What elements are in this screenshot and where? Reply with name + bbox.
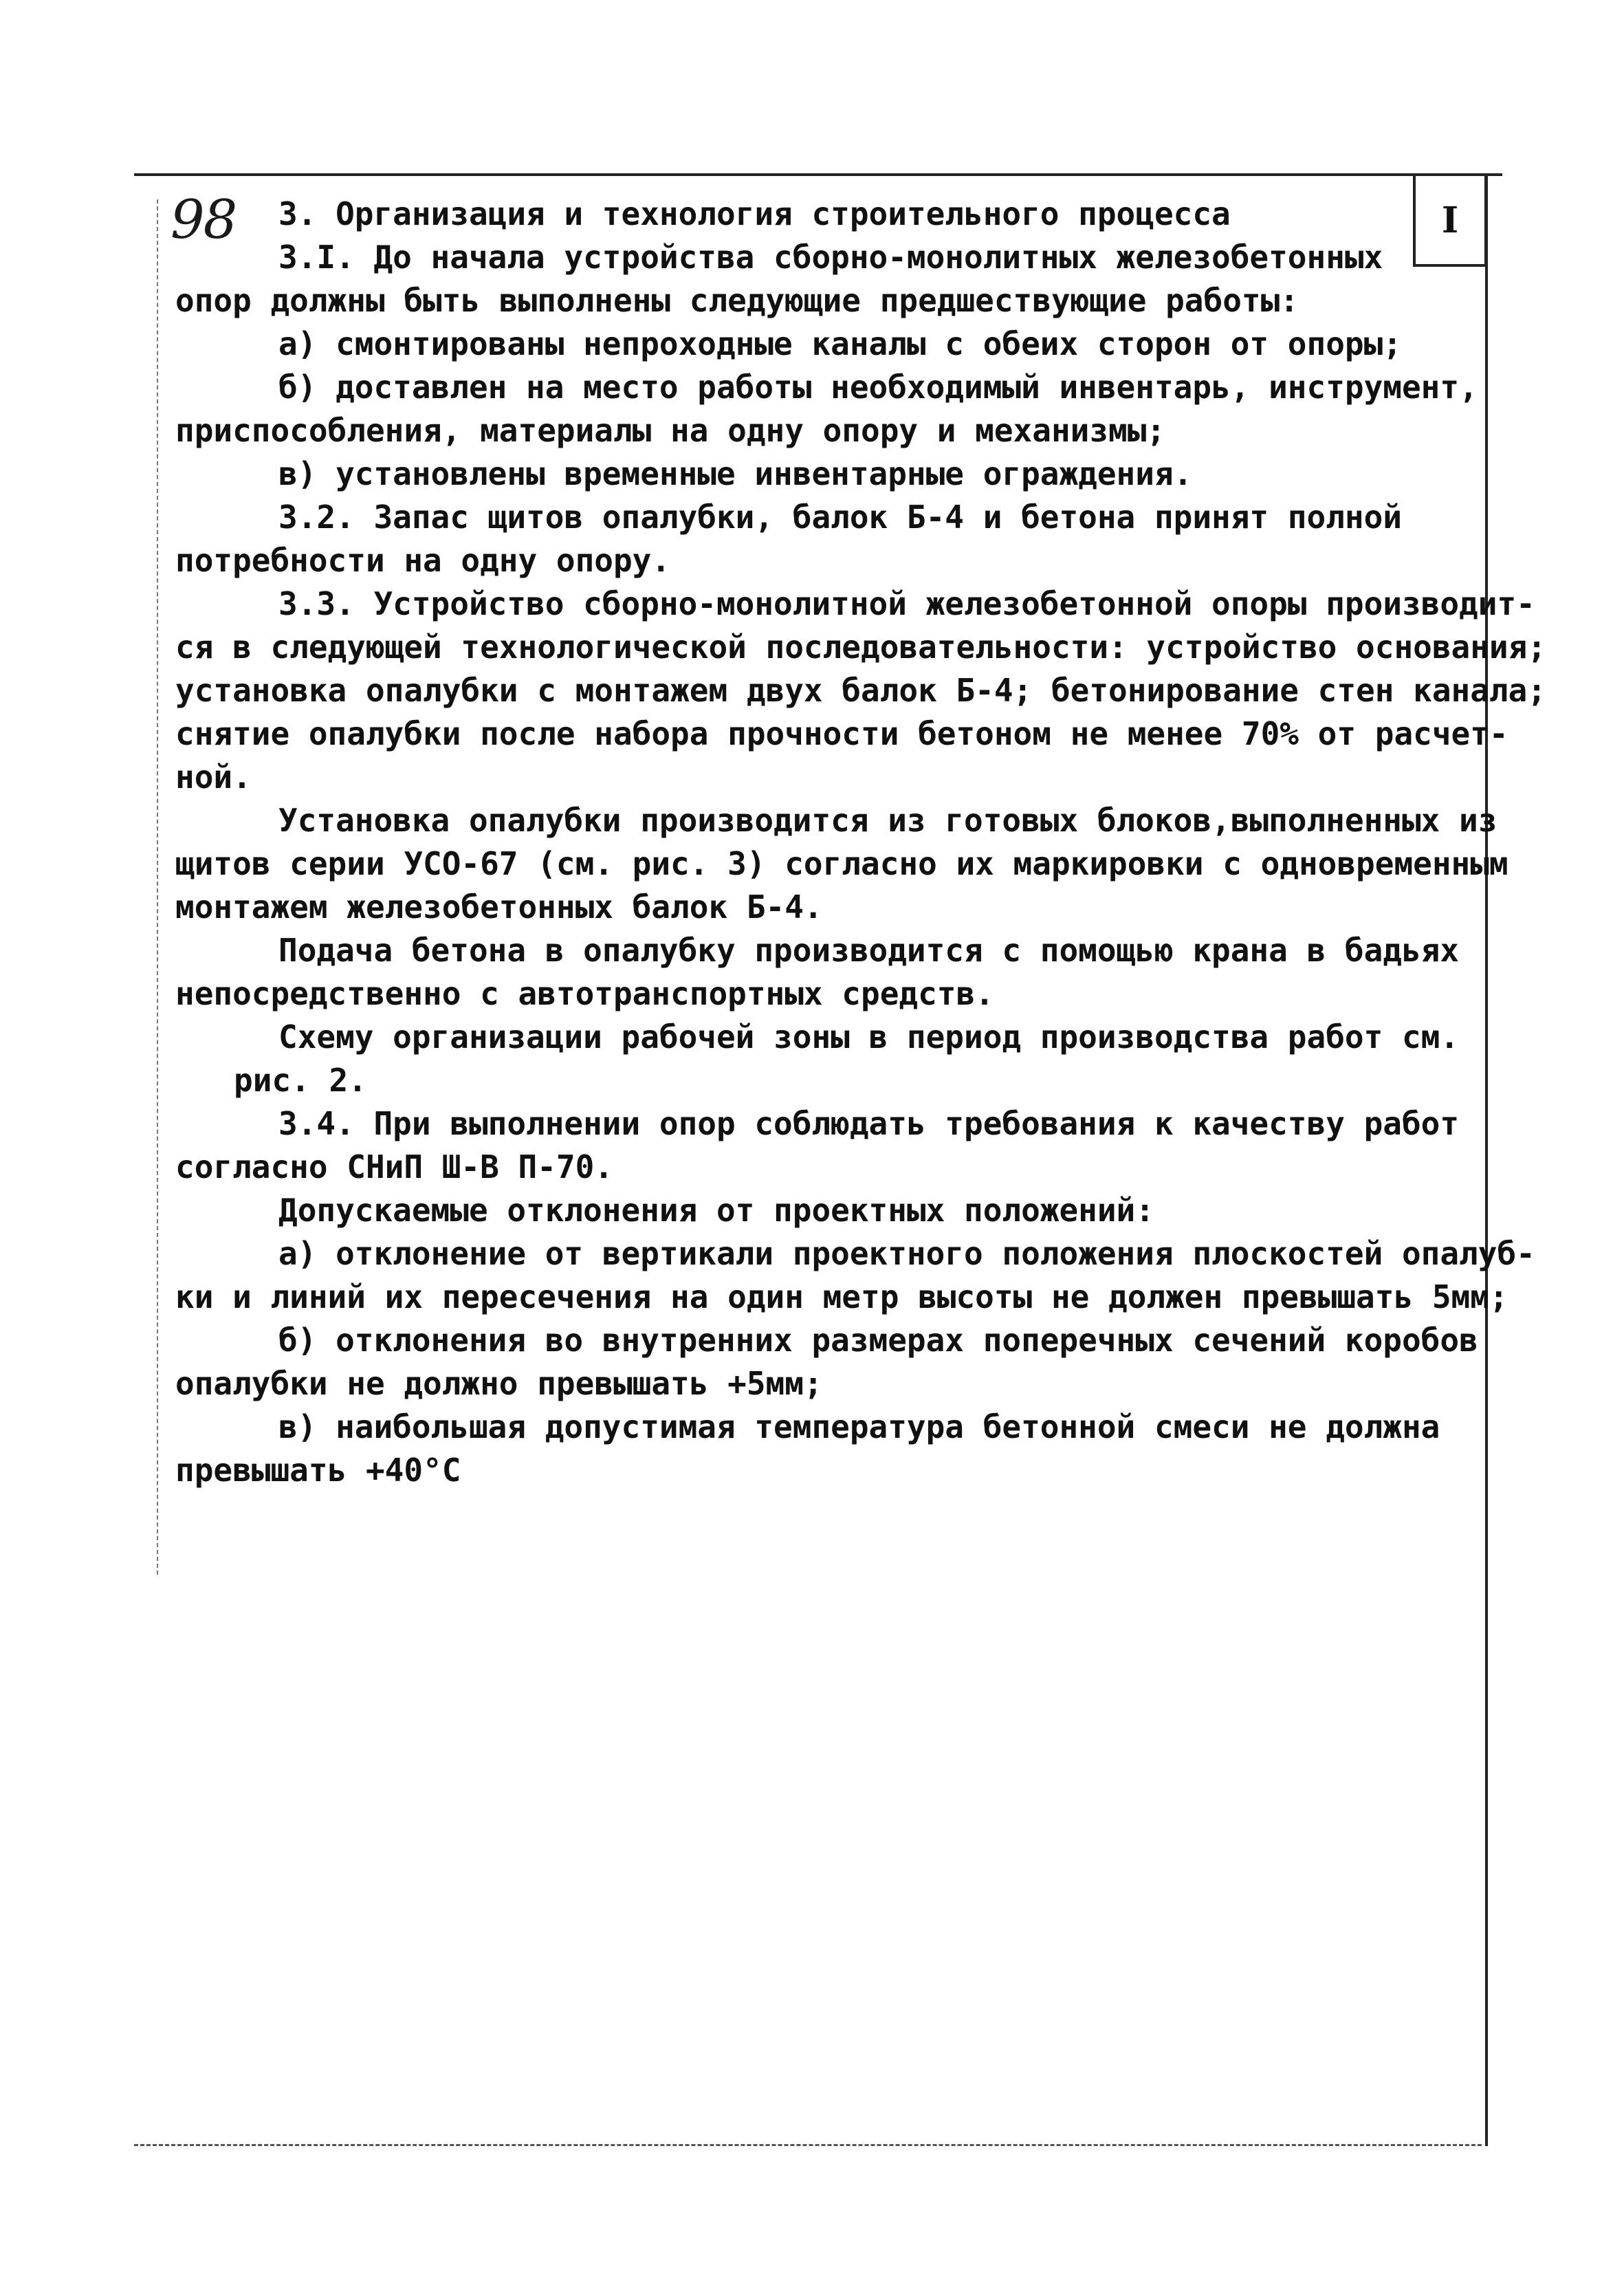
sheet-number: I (1441, 199, 1459, 241)
text-line: ки и линий их пересечения на один метр высоты не должен превышать 5мм; (175, 1278, 1508, 1315)
frame-bottom-border (134, 2144, 1482, 2146)
text-line: Схему организации рабочей зоны в период производства работ см. (278, 1018, 1460, 1056)
text-line: превышать +40°С (175, 1452, 461, 1489)
frame-left-border (157, 199, 158, 1575)
text-line: снятие опалубки после набора прочности бетоном не менее 70% от расчет- (175, 715, 1508, 752)
text-line: рис. 2. (234, 1062, 367, 1099)
text-line: Подача бетона в опалубку производится с помощью крана в бадьях (278, 932, 1460, 969)
text-line: в) установлены временные инвентарные ограждения. (278, 455, 1193, 492)
text-line: опор должны быть выполнены следующие предшествующие работы: (175, 282, 1299, 319)
handwritten-page-number: 98 (171, 189, 237, 251)
text-line: монтажем железобетонных балок Б-4. (175, 888, 823, 926)
text-line: б) отклонения во внутренних размерах поперечных сечений коробов (278, 1322, 1478, 1359)
text-line: а) смонтированы непроходные каналы с обеих сторон от опоры; (278, 325, 1402, 362)
text-line: установка опалубки с монтажем двух балок Б-4; бетонирование стен канала; (175, 672, 1546, 709)
text-line: 3.4. При выполнении опор соблюдать требования к качеству работ (278, 1105, 1460, 1142)
text-line: непосредственно с автотранспортных средств. (175, 975, 994, 1012)
text-line: 3.I. До начала устройства сборно-монолитных железобетонных (278, 239, 1383, 276)
frame-right-border (1485, 176, 1488, 2146)
text-line: б) доставлен на место работы необходимый инвентарь, инструмент, (278, 369, 1478, 406)
text-line: ной. (175, 758, 252, 796)
text-line: потребности на одну опору. (175, 542, 671, 579)
text-line: щитов серии УСО-67 (см. рис. 3) согласно их маркировки с одновременным (175, 845, 1508, 882)
document-body (175, 193, 1546, 1492)
text-line: 3.3. Устройство сборно-монолитной железобетонной опоры производит- (278, 585, 1535, 622)
text-line: в) наибольшая допустимая температура бетонной смеси не должна (278, 1408, 1440, 1445)
text-line: а) отклонение от вертикали проектного положения плоскостей опалуб- (278, 1235, 1535, 1272)
text-line: 3. Организация и технология строительного процесса (278, 195, 1231, 232)
text-line: Установка опалубки производится из готовых блоков,выполненных из (278, 802, 1497, 839)
text-line: 3.2. Запас щитов опалубки, балок Б-4 и бетона принят полной (278, 499, 1402, 536)
frame-top-border (134, 173, 1502, 176)
text-line: ся в следующей технологической последовательности: устройство основания; (175, 628, 1546, 666)
text-line: приспособления, материалы на одну опору и механизмы; (175, 412, 1166, 449)
text-line: опалубки не должно превышать +5мм; (175, 1365, 823, 1402)
text-line: согласно СНиП Ш-В П-70. (175, 1148, 613, 1185)
text-line: Допускаемые отклонения от проектных положений: (278, 1192, 1154, 1229)
